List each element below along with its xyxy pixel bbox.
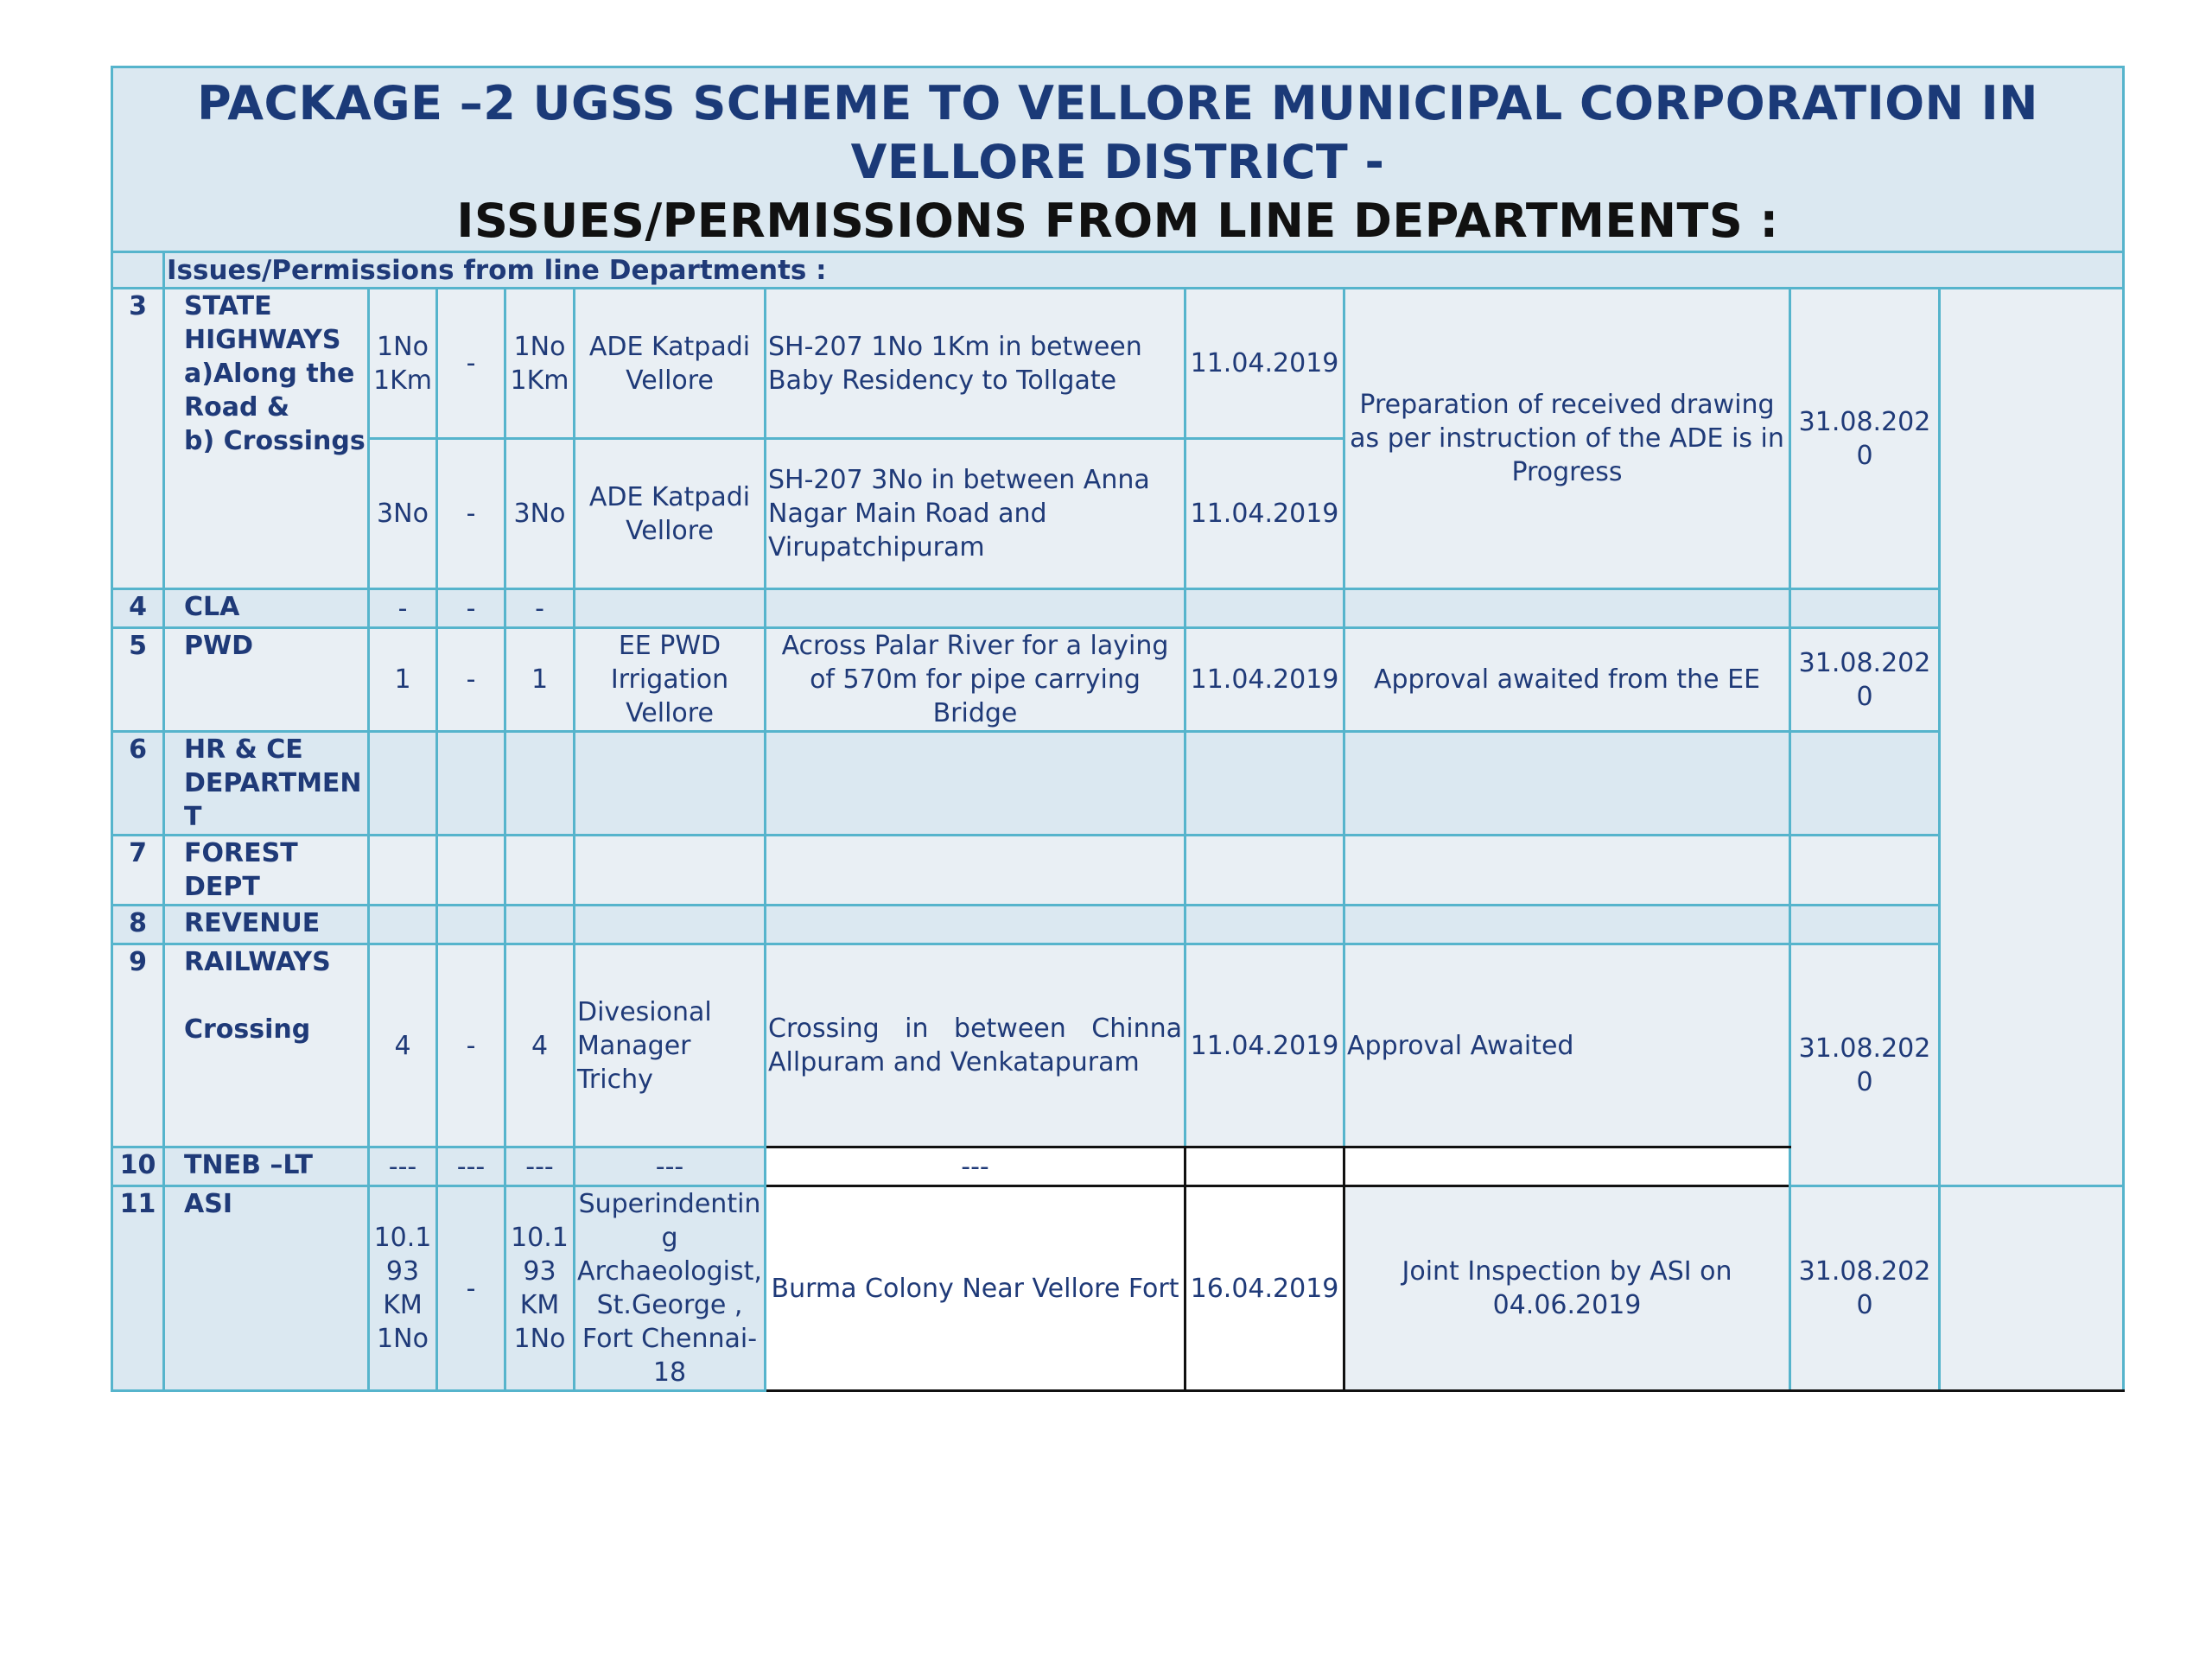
location-cell [766, 732, 1185, 836]
department-subtype: a)Along the Road & [184, 359, 355, 423]
target-date-cell [1790, 732, 1940, 836]
date-cell: 11.04.2019 [1185, 628, 1344, 732]
quantity-cell [437, 836, 505, 906]
quantity-cell: 10.193 KM 1No [505, 1186, 575, 1391]
subheading: Issues/Permissions from line Departments : [164, 252, 2124, 289]
department-name: TNEB –LT [164, 1147, 369, 1186]
quantity-cell: 1 [505, 628, 575, 732]
title-line-1: PACKAGE –2 UGSS SCHEME TO VELLORE MUNICIPAL CORPORATION IN [197, 75, 2038, 130]
row-number: 7 [112, 836, 164, 906]
location-cell [766, 906, 1185, 944]
quantity-cell: - [437, 289, 505, 439]
department-name: FOREST DEPT [164, 836, 369, 906]
issues-sheet [111, 66, 2122, 1392]
quantity-cell: 1No 1Km [505, 289, 575, 439]
location-cell: SH-207 1No 1Km in between Baby Residency to Tollgate [766, 289, 1185, 439]
date-cell [1185, 906, 1344, 944]
status-cell: Joint Inspection by ASI on 04.06.2019 [1344, 1186, 1790, 1391]
row-number: 5 [112, 628, 164, 732]
department-subtype: b) Crossings [184, 426, 365, 456]
row-number: 10 [112, 1147, 164, 1186]
remarks-cell [1940, 289, 2124, 1186]
quantity-cell [437, 732, 505, 836]
status-cell: Approval Awaited [1344, 944, 1790, 1147]
quantity-cell: 4 [369, 944, 437, 1147]
department-name: HR & CE DEPARTMEN T [164, 732, 369, 836]
quantity-cell [369, 906, 437, 944]
quantity-cell: - [437, 589, 505, 628]
issues-table [111, 66, 2125, 1392]
report-title [112, 67, 2124, 252]
quantity-cell: - [369, 589, 437, 628]
row-number: 9 [112, 944, 164, 1147]
title-line-2: VELLORE DISTRICT - [850, 134, 1385, 189]
row-number: 8 [112, 906, 164, 944]
row-number: 6 [112, 732, 164, 836]
quantity-cell [369, 732, 437, 836]
authority-cell [575, 732, 766, 836]
quantity-cell: 3No [505, 439, 575, 589]
quantity-cell: 3No [369, 439, 437, 589]
quantity-cell: 10.193 KM 1No [369, 1186, 437, 1391]
date-cell [1185, 589, 1344, 628]
quantity-cell: --- [369, 1147, 437, 1186]
table-row [112, 1186, 2124, 1391]
quantity-cell: - [437, 944, 505, 1147]
department-cell [164, 944, 369, 1147]
department-name: PWD [164, 628, 369, 732]
quantity-cell [505, 906, 575, 944]
authority-cell: ADE Katpadi Vellore [575, 289, 766, 439]
row-number: 3 [112, 289, 164, 589]
target-date-cell [1790, 906, 1940, 944]
quantity-cell [369, 836, 437, 906]
department-name: ASI [164, 1186, 369, 1391]
status-cell [1344, 589, 1790, 628]
status-cell [1344, 1147, 1790, 1186]
quantity-cell: - [505, 589, 575, 628]
table-row [112, 732, 2124, 836]
quantity-cell: --- [437, 1147, 505, 1186]
date-cell: 16.04.2019 [1185, 1186, 1344, 1391]
department-cell [164, 289, 369, 589]
quantity-cell: 1 [369, 628, 437, 732]
date-cell: 11.04.2019 [1185, 944, 1344, 1147]
quantity-cell: 1No 1Km [369, 289, 437, 439]
quantity-cell: - [437, 1186, 505, 1391]
authority-cell: ADE Katpadi Vellore [575, 439, 766, 589]
location-cell: Burma Colony Near Vellore Fort [766, 1186, 1185, 1391]
status-cell [1344, 906, 1790, 944]
authority-cell [575, 589, 766, 628]
authority-cell: EE PWD Irrigation Vellore [575, 628, 766, 732]
title-line-3: ISSUES/PERMISSIONS FROM LINE DEPARTMENTS : [456, 193, 1779, 248]
department-name: STATE HIGHWAYS [184, 291, 341, 355]
location-cell: --- [766, 1147, 1185, 1186]
table-row [112, 906, 2124, 944]
authority-cell: Superindenting Archaeologist, St.George , Fort Chennai-18 [575, 1186, 766, 1391]
date-cell [1185, 732, 1344, 836]
target-date-cell: 31.08.2020 [1790, 944, 1940, 1186]
status-cell [1344, 732, 1790, 836]
status-cell [1344, 836, 1790, 906]
status-cell: Preparation of received drawing as per instruction of the ADE is in Progress [1344, 289, 1790, 589]
target-date-cell: 31.08.2020 [1790, 1186, 1940, 1391]
authority-cell: --- [575, 1147, 766, 1186]
department-subtype: Crossing [184, 1014, 311, 1045]
subheading-spacer [112, 252, 164, 289]
department-name: REVENUE [164, 906, 369, 944]
date-cell [1185, 1147, 1344, 1186]
table-row [112, 589, 2124, 628]
department-name: RAILWAYS [184, 947, 331, 977]
status-cell: Approval awaited from the EE [1344, 628, 1790, 732]
target-date-cell: 31.08.2020 [1790, 628, 1940, 732]
location-cell: Crossing in between Chinna Allpuram and Venkatapuram [766, 944, 1185, 1147]
quantity-cell: - [437, 439, 505, 589]
target-date-cell [1790, 589, 1940, 628]
authority-cell [575, 836, 766, 906]
table-row [112, 289, 2124, 439]
row-number: 11 [112, 1186, 164, 1391]
table-row [112, 836, 2124, 906]
table-row [112, 628, 2124, 732]
date-cell [1185, 836, 1344, 906]
quantity-cell [437, 906, 505, 944]
row-number: 4 [112, 589, 164, 628]
date-cell: 11.04.2019 [1185, 289, 1344, 439]
department-name: CLA [164, 589, 369, 628]
quantity-cell: 4 [505, 944, 575, 1147]
remarks-cell [1940, 1186, 2124, 1391]
quantity-cell [505, 836, 575, 906]
quantity-cell [505, 732, 575, 836]
date-cell: 11.04.2019 [1185, 439, 1344, 589]
table-row [112, 944, 2124, 1147]
target-date-cell [1790, 836, 1940, 906]
location-cell [766, 589, 1185, 628]
quantity-cell: - [437, 628, 505, 732]
location-cell: Across Palar River for a laying of 570m for pipe carrying Bridge [766, 628, 1185, 732]
authority-cell: Divesional Manager Trichy [575, 944, 766, 1147]
authority-cell [575, 906, 766, 944]
location-cell [766, 836, 1185, 906]
location-cell: SH-207 3No in between Anna Nagar Main Road and Virupatchipuram [766, 439, 1185, 589]
quantity-cell: --- [505, 1147, 575, 1186]
target-date-cell: 31.08.2020 [1790, 289, 1940, 589]
